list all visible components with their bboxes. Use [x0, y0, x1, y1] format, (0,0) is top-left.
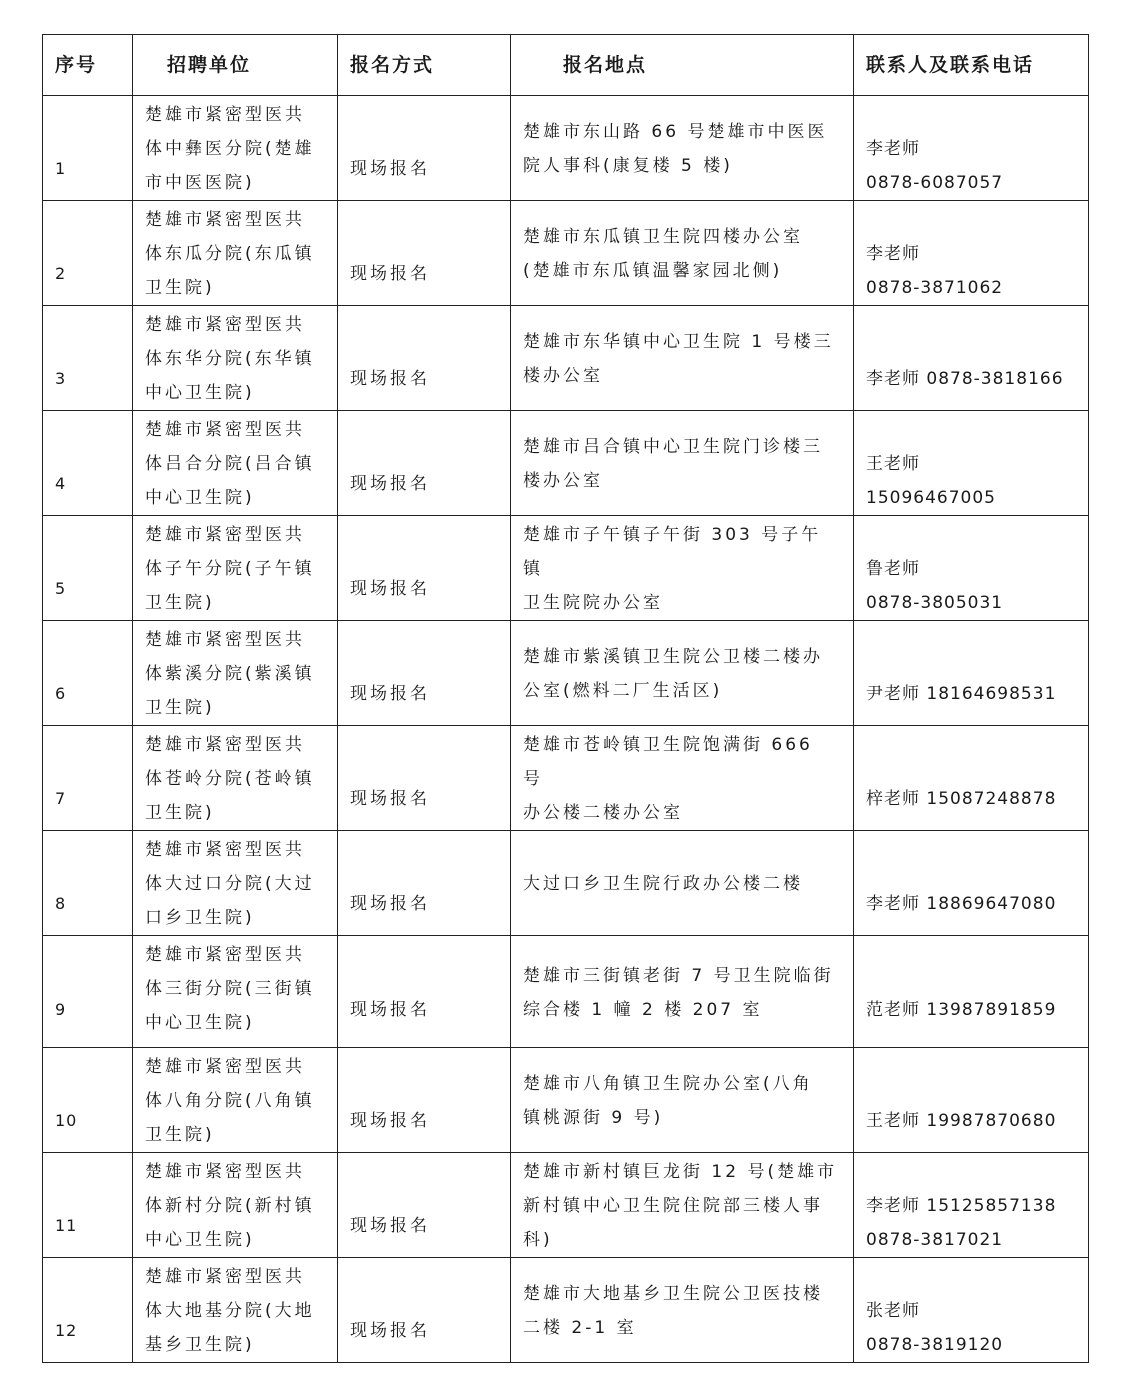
- cell-location: [511, 726, 854, 831]
- contact-line: 李老师 18869647080: [866, 894, 1057, 914]
- location-line: 楚雄市东瓜镇卫生院四楼办公室: [523, 227, 803, 247]
- location-line: 镇桃源街 9 号): [523, 1108, 664, 1128]
- cell-unit: [133, 936, 338, 1048]
- unit-line: 中心卫生院): [145, 1230, 255, 1250]
- unit-line: 体紫溪分院(紫溪镇: [145, 664, 315, 684]
- cell-no: 9: [43, 936, 133, 1048]
- cell-unit: [133, 516, 338, 621]
- contact-line: 尹老师 18164698531: [866, 684, 1057, 704]
- contact-line: 李老师 0878-3818166: [866, 369, 1064, 389]
- cell-unit: [133, 306, 338, 411]
- location-line: 楼办公室: [523, 471, 603, 491]
- table-row: [43, 936, 1089, 1048]
- cell-method: 现场报名: [338, 201, 511, 306]
- table-row: [43, 621, 1089, 726]
- table-row: [43, 516, 1089, 621]
- cell-method: 现场报名: [338, 411, 511, 516]
- cell-contact: [854, 516, 1089, 621]
- cell-contact: [854, 1048, 1089, 1153]
- contact-line: 李老师 15125857138: [866, 1196, 1057, 1216]
- cell-unit: [133, 621, 338, 726]
- cell-location: [511, 936, 854, 1048]
- cell-unit: [133, 201, 338, 306]
- cell-no: 4: [43, 411, 133, 516]
- location-line: 办公楼二楼办公室: [523, 803, 683, 823]
- cell-contact: [854, 936, 1089, 1048]
- cell-method: 现场报名: [338, 306, 511, 411]
- unit-line: 楚雄市紧密型医共: [145, 315, 305, 335]
- unit-line: 楚雄市紧密型医共: [145, 945, 305, 965]
- cell-contact: [854, 1153, 1089, 1258]
- unit-line: 体八角分院(八角镇: [145, 1091, 315, 1111]
- location-line: 楚雄市新村镇巨龙街 12 号(楚雄市: [523, 1162, 838, 1182]
- cell-method: 现场报名: [338, 726, 511, 831]
- unit-line: 卫生院): [145, 1125, 215, 1145]
- cell-contact: [854, 1258, 1089, 1363]
- table-row: [43, 411, 1089, 516]
- unit-line: 楚雄市紧密型医共: [145, 420, 305, 440]
- contact-line: 梓老师 15087248878: [866, 789, 1057, 809]
- location-line: 院人事科(康复楼 5 楼): [523, 156, 733, 176]
- table-row: [43, 306, 1089, 411]
- unit-line: 市中医医院): [145, 173, 255, 193]
- table-body: [43, 96, 1089, 1363]
- location-line: 科): [523, 1230, 553, 1250]
- header-row: [43, 35, 1089, 96]
- unit-line: 体三街分院(三街镇: [145, 979, 315, 999]
- cell-no: 12: [43, 1258, 133, 1363]
- cell-unit: [133, 726, 338, 831]
- contact-line: 0878-3805031: [866, 593, 1004, 613]
- unit-line: 楚雄市紧密型医共: [145, 840, 305, 860]
- unit-line: 楚雄市紧密型医共: [145, 1057, 305, 1077]
- cell-location: [511, 1048, 854, 1153]
- location-line: 楼办公室: [523, 366, 603, 386]
- header-unit: 招聘单位: [133, 35, 338, 96]
- unit-line: 卫生院): [145, 593, 215, 613]
- cell-no: 2: [43, 201, 133, 306]
- contact-line: 15096467005: [866, 488, 996, 508]
- header-no: 序号: [43, 35, 133, 96]
- unit-line: 楚雄市紧密型医共: [145, 210, 305, 230]
- contact-line: 王老师: [866, 454, 920, 474]
- cell-method: 现场报名: [338, 831, 511, 936]
- cell-location: [511, 621, 854, 726]
- location-line: 楚雄市大地基乡卫生院公卫医技楼: [523, 1284, 823, 1304]
- unit-line: 体东瓜分院(东瓜镇: [145, 244, 315, 264]
- cell-unit: [133, 411, 338, 516]
- cell-unit: [133, 1153, 338, 1258]
- table-row: [43, 831, 1089, 936]
- unit-line: 体新村分院(新村镇: [145, 1196, 315, 1216]
- cell-contact: [854, 411, 1089, 516]
- cell-method: 现场报名: [338, 96, 511, 201]
- location-line: 卫生院院办公室: [523, 593, 663, 613]
- location-line: 大过口乡卫生院行政办公楼二楼: [523, 874, 803, 894]
- unit-line: 楚雄市紧密型医共: [145, 105, 305, 125]
- unit-line: 基乡卫生院): [145, 1335, 255, 1355]
- contact-line: 鲁老师: [866, 559, 920, 579]
- location-line: 楚雄市吕合镇中心卫生院门诊楼三: [523, 437, 823, 457]
- location-line: 楚雄市东山路 66 号楚雄市中医医: [523, 122, 828, 142]
- unit-line: 体吕合分院(吕合镇: [145, 454, 315, 474]
- unit-line: 楚雄市紧密型医共: [145, 735, 305, 755]
- unit-line: 楚雄市紧密型医共: [145, 1267, 305, 1287]
- cell-no: 1: [43, 96, 133, 201]
- cell-method: 现场报名: [338, 516, 511, 621]
- cell-method: 现场报名: [338, 1153, 511, 1258]
- cell-unit: [133, 1048, 338, 1153]
- location-line: (楚雄市东瓜镇温馨家园北侧): [523, 261, 783, 281]
- unit-line: 楚雄市紧密型医共: [145, 1162, 305, 1182]
- cell-contact: [854, 621, 1089, 726]
- cell-contact: [854, 831, 1089, 936]
- contact-line: 李老师: [866, 139, 920, 159]
- cell-location: [511, 516, 854, 621]
- cell-unit: [133, 96, 338, 201]
- location-line: 楚雄市东华镇中心卫生院 1 号楼三: [523, 332, 834, 352]
- header-location: 报名地点: [511, 35, 854, 96]
- unit-line: 卫生院): [145, 803, 215, 823]
- location-line: 楚雄市三街镇老街 7 号卫生院临街: [523, 965, 834, 986]
- contact-line: 李老师: [866, 244, 920, 264]
- unit-line: 体大地基分院(大地: [145, 1301, 315, 1321]
- unit-line: 楚雄市紧密型医共: [145, 525, 305, 545]
- table-row: [43, 96, 1089, 201]
- location-line: 楚雄市八角镇卫生院办公室(八角: [523, 1074, 813, 1094]
- table-row: [43, 1258, 1089, 1363]
- table-row: [43, 1153, 1089, 1258]
- cell-no: 7: [43, 726, 133, 831]
- unit-line: 体中彝医分院(楚雄: [145, 139, 315, 159]
- cell-no: 8: [43, 831, 133, 936]
- cell-no: 3: [43, 306, 133, 411]
- unit-line: 中心卫生院): [145, 383, 255, 403]
- unit-line: 卫生院): [145, 278, 215, 298]
- cell-unit: [133, 1258, 338, 1363]
- cell-contact: [854, 306, 1089, 411]
- cell-location: [511, 201, 854, 306]
- contact-line: 范老师 13987891859: [866, 1000, 1057, 1020]
- unit-line: 体苍岭分院(苍岭镇: [145, 769, 315, 789]
- cell-contact: [854, 726, 1089, 831]
- cell-location: [511, 831, 854, 936]
- cell-method: 现场报名: [338, 1048, 511, 1153]
- cell-no: 10: [43, 1048, 133, 1153]
- location-line: 公室(燃料二厂生活区): [523, 681, 723, 701]
- cell-method: 现场报名: [338, 621, 511, 726]
- contact-line: 王老师 19987870680: [866, 1111, 1057, 1131]
- cell-method: 现场报名: [338, 936, 511, 1048]
- unit-line: 体大过口分院(大过: [145, 874, 315, 894]
- unit-line: 楚雄市紧密型医共: [145, 630, 305, 650]
- cell-unit: [133, 831, 338, 936]
- unit-line: 体子午分院(子午镇: [145, 559, 315, 579]
- cell-location: [511, 306, 854, 411]
- header-contact: 联系人及联系电话: [854, 35, 1089, 96]
- unit-line: 中心卫生院): [145, 1013, 255, 1033]
- table-row: [43, 201, 1089, 306]
- cell-location: [511, 1153, 854, 1258]
- location-line: 楚雄市紫溪镇卫生院公卫楼二楼办: [523, 647, 823, 667]
- contact-line: 0878-3817021: [866, 1230, 1004, 1250]
- location-line: 楚雄市苍岭镇卫生院饱满街 666 号: [523, 735, 813, 789]
- location-line: 新村镇中心卫生院住院部三楼人事: [523, 1196, 823, 1216]
- cell-method: 现场报名: [338, 1258, 511, 1363]
- contact-line: 0878-3819120: [866, 1335, 1004, 1355]
- unit-line: 中心卫生院): [145, 488, 255, 508]
- contact-line: 0878-6087057: [866, 173, 1004, 193]
- cell-contact: [854, 96, 1089, 201]
- table-row: [43, 1048, 1089, 1153]
- cell-no: 6: [43, 621, 133, 726]
- location-line: 楚雄市子午镇子午街 303 号子午镇: [523, 525, 822, 579]
- cell-location: [511, 411, 854, 516]
- contact-line: 0878-3871062: [866, 278, 1004, 298]
- recruitment-table: [42, 34, 1089, 1363]
- cell-location: [511, 1258, 854, 1363]
- contact-line: 张老师: [866, 1301, 920, 1321]
- location-line: 综合楼 1 幢 2 楼 207 室: [523, 999, 763, 1020]
- table-row: [43, 726, 1089, 831]
- cell-location: [511, 96, 854, 201]
- header-method: 报名方式: [338, 35, 511, 96]
- cell-contact: [854, 201, 1089, 306]
- unit-line: 体东华分院(东华镇: [145, 349, 315, 369]
- unit-line: 口乡卫生院): [145, 908, 255, 928]
- cell-no: 11: [43, 1153, 133, 1258]
- cell-no: 5: [43, 516, 133, 621]
- unit-line: 卫生院): [145, 698, 215, 718]
- location-line: 二楼 2-1 室: [523, 1318, 637, 1338]
